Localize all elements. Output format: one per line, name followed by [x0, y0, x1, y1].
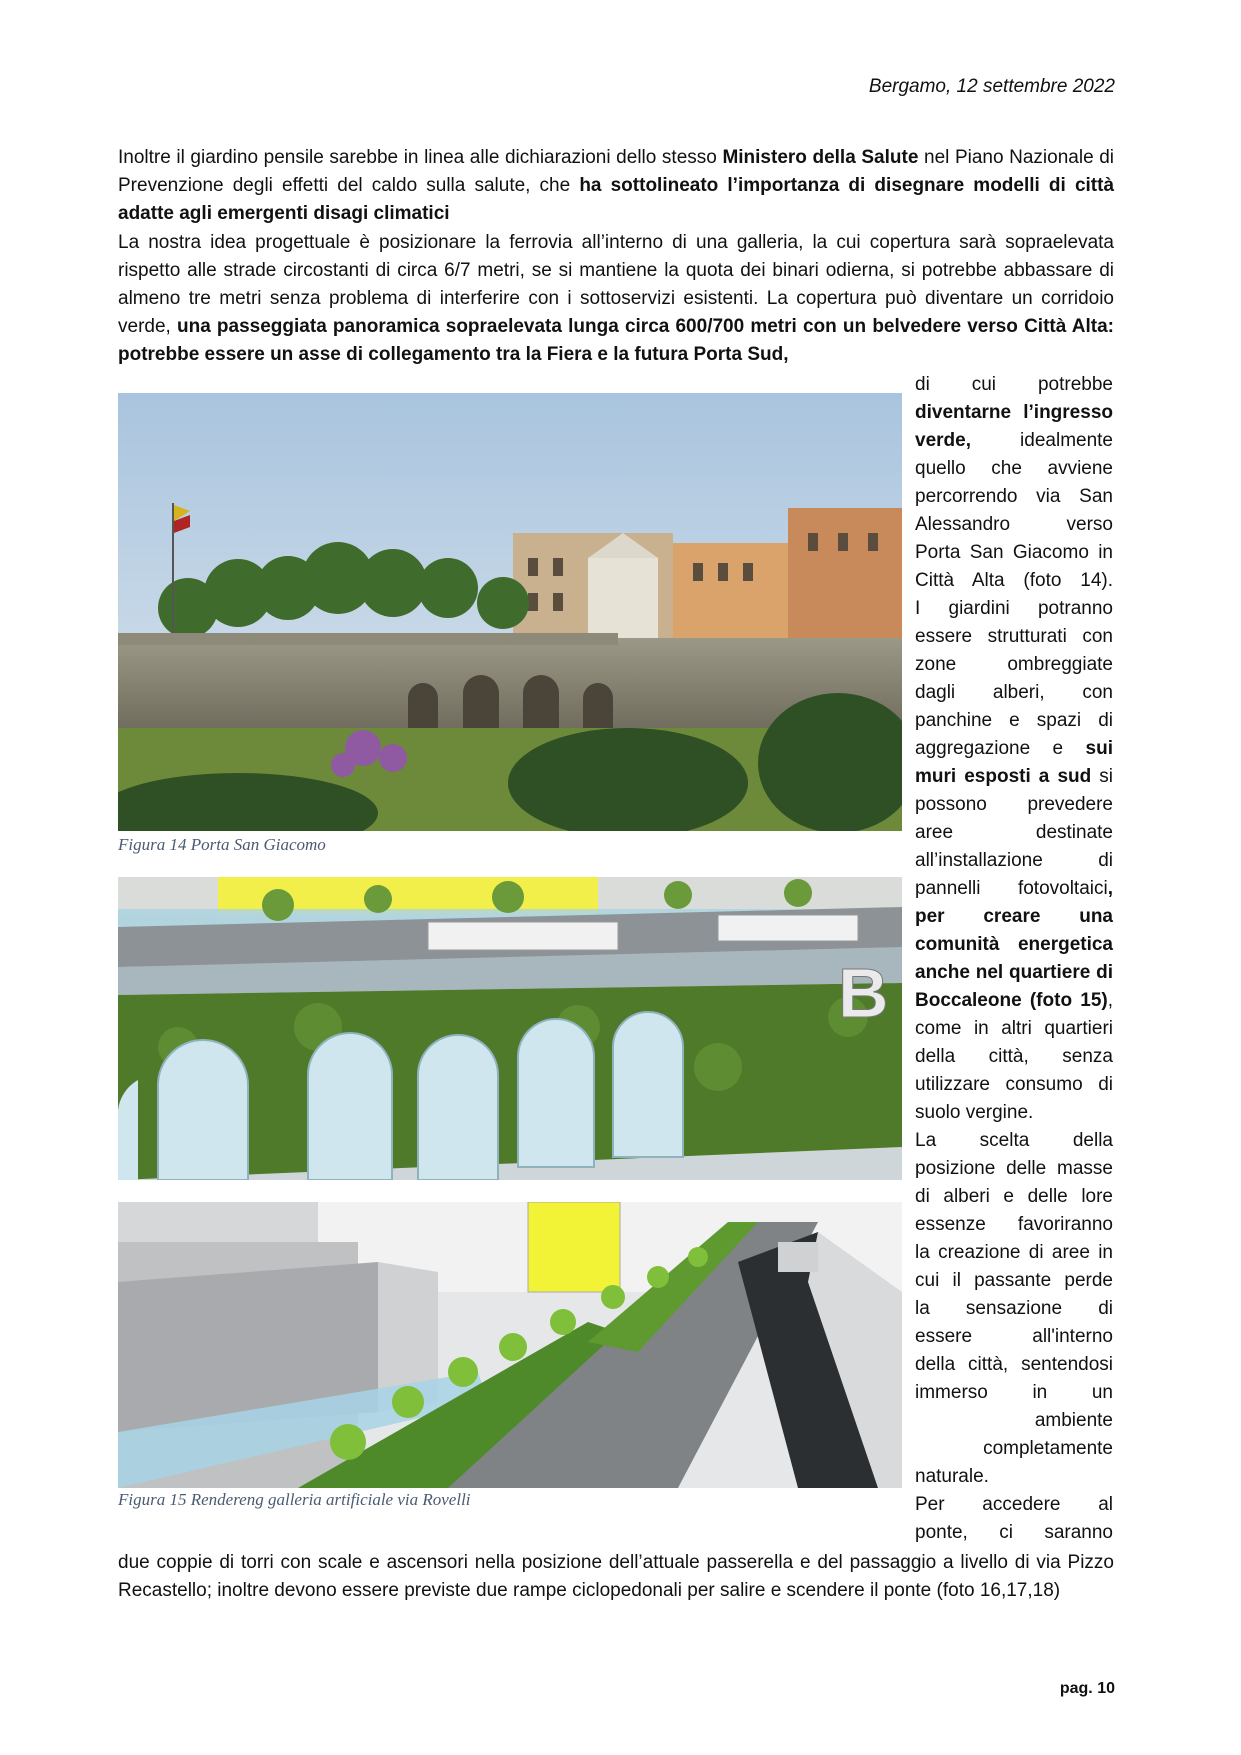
side-text-line: verde, idealmente	[915, 430, 1113, 451]
side-text-line: possono prevedere	[915, 794, 1113, 815]
p2-bold-1: una passeggiata panoramica sopraelevata lunga circa 600/700 metri con un belvedere verso Città Alta: potrebbe essere un asse di collegamento tra la Fiera e la futura Porta Sud,	[118, 316, 1114, 365]
side-text-line: della città, senza	[915, 1046, 1113, 1067]
side-text-line: percorrendo via San	[915, 486, 1113, 507]
side-text-line: I giardini potranno	[915, 598, 1113, 619]
side-text-line: Città Alta (foto 14).	[915, 570, 1113, 591]
p1-text-2: nel Piano Nazionale di Prevenzione degli effetti del caldo sulla salute, che	[118, 147, 1115, 196]
side-text-line: la sensazione di	[915, 1298, 1113, 1319]
side-text-line: utilizzare consumo di	[915, 1074, 1113, 1095]
side-text-line: dagli alberi, con	[915, 682, 1113, 703]
side-text-line: Alessandro verso	[915, 514, 1113, 535]
side-text-line: come in altri quartieri	[915, 1018, 1113, 1039]
side-text-line: immerso in un	[915, 1382, 1113, 1403]
side-text-line: diventarne l’ingresso	[915, 402, 1113, 423]
side-text-line: ambiente	[1034, 1410, 1113, 1431]
page-number: pag. 10	[1059, 1680, 1115, 1697]
paragraph-bottom: due coppie di torri con scale e ascensori nella posizione dell’attuale passerella e del passaggio a livello di via Pizzo Recastello; inoltre devono essere previste due rampe ciclopedonali per salire e scendere il ponte (foto 16,17,18)	[118, 1552, 1114, 1601]
side-text-line: La scelta della	[915, 1130, 1113, 1151]
p1-text-1: Inoltre il giardino pensile sarebbe in linea alle dichiarazioni dello stesso	[118, 147, 723, 168]
side-text-line: per creare una	[915, 906, 1113, 927]
side-text-line: panchine e spazi di	[915, 710, 1113, 731]
side-text-line: quello che avviene	[915, 458, 1113, 479]
side-text-line: ponte, ci saranno	[915, 1522, 1113, 1543]
document-date: Bergamo, 12 settembre 2022	[868, 76, 1115, 97]
side-text-line: la creazione di aree in	[915, 1242, 1113, 1263]
caption-figure-14: Figura 14 Porta San Giacomo	[118, 835, 326, 854]
side-text-line: suolo vergine.	[915, 1102, 1034, 1123]
side-text-line: essere all'interno	[915, 1326, 1113, 1347]
side-text-line: di cui potrebbe	[915, 374, 1113, 395]
side-text-line: zone ombreggiate	[915, 654, 1113, 675]
side-text-line: aree destinate	[915, 822, 1113, 843]
paragraph-1	[118, 144, 1114, 228]
render-elevated-walkway	[118, 1202, 902, 1488]
side-text-line: essere strutturati con	[915, 626, 1113, 647]
p1-bold-2: ha sottolineato l’importanza di disegnare modelli di città adatte agli emergenti disagi climatici	[118, 175, 1115, 224]
side-text-line: completamente	[983, 1438, 1113, 1459]
side-text-line: pannelli fotovoltaici,	[915, 878, 1113, 899]
side-text-line: Per accedere al	[915, 1494, 1113, 1515]
side-text-line: all’installazione di	[915, 850, 1113, 871]
p2-text-1: La nostra idea progettuale è posizionare la ferrovia all’interno di una galleria, la cui copertura sarà sopraelevata rispetto alle strade circostanti di circa 6/7 metri, se si mantiene la quota dei binari odierna, si potrebbe abbassare di almeno tre metri senza problema di interferire con i sottoservizi esistenti. La copertura può diventare un corridoio verde,	[118, 232, 1114, 337]
side-text-line: Boccaleone (foto 15),	[915, 990, 1113, 1011]
side-text-line: posizione delle masse	[915, 1158, 1113, 1179]
side-text-line: essenze favoriranno	[915, 1214, 1113, 1235]
side-text-line: anche nel quartiere di	[915, 962, 1113, 983]
side-text-line: Porta San Giacomo in	[915, 542, 1113, 563]
side-text-line: della città, sentendosi	[915, 1354, 1113, 1375]
paragraph-2	[118, 229, 1114, 369]
svg-text:B: B	[838, 954, 889, 1032]
side-text-line: di alberi e delle lore	[915, 1186, 1113, 1207]
side-text-line: naturale.	[915, 1466, 989, 1487]
side-text-column	[915, 371, 1113, 1547]
side-text-line: cui il passante perde	[915, 1270, 1113, 1291]
side-text-line: comunità energetica	[915, 934, 1113, 955]
render-green-wall-arches	[118, 877, 902, 1180]
side-text-line: aggregazione e sui	[915, 738, 1113, 759]
side-text-line: muri esposti a sud si	[915, 766, 1113, 787]
photo-porta-san-giacomo	[118, 393, 902, 831]
p1-bold-1: Ministero della Salute	[722, 147, 919, 168]
caption-figure-15: Figura 15 Rendereng galleria artificiale via Rovelli	[118, 1490, 471, 1509]
